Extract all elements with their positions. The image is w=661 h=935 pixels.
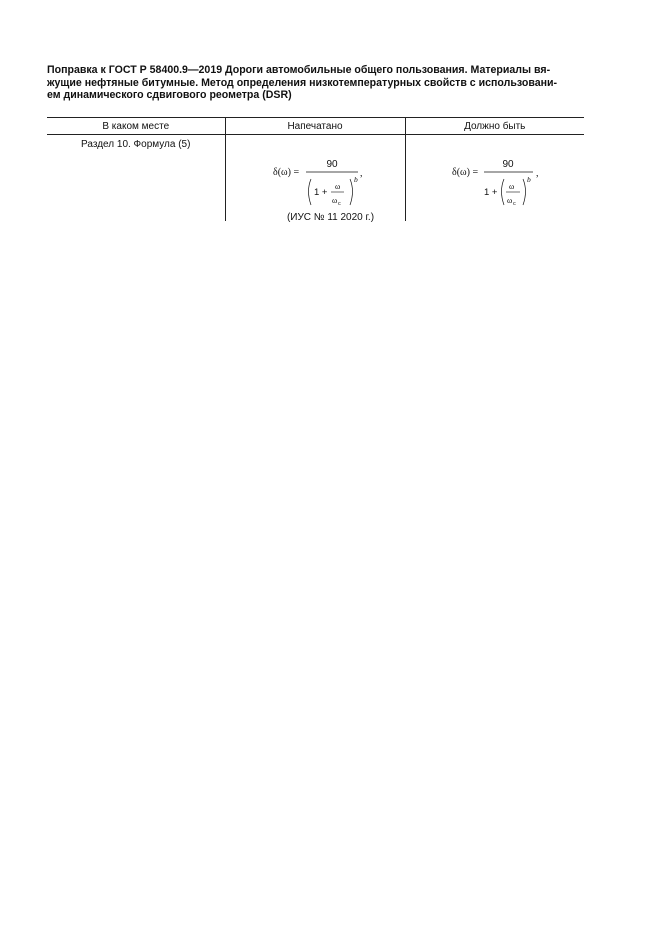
left-paren	[501, 179, 504, 205]
right-paren	[523, 179, 526, 205]
formula-comma: ,	[360, 168, 363, 179]
formula-numerator: 90	[502, 159, 514, 170]
formula-omega-c: ω	[332, 196, 338, 205]
printed-formula	[226, 135, 404, 215]
formula-comma: ,	[535, 168, 539, 179]
table-header-row	[47, 118, 584, 135]
title-line: Поправка к ГОСТ Р 58400.9—2019 Дороги автомобильные общего пользования. Материалы вя-	[47, 64, 551, 76]
formula-exponent: b	[354, 175, 358, 184]
formula-omega-c: ω	[506, 196, 513, 205]
formula-subscript: c	[512, 201, 516, 207]
formula-one-plus: 1 +	[483, 187, 498, 198]
formula-one-plus: 1 +	[314, 187, 328, 198]
header-correct: Должно быть	[405, 118, 584, 135]
cell-printed-formula	[225, 135, 405, 222]
right-paren	[350, 179, 353, 205]
correct-formula	[406, 135, 584, 215]
formula-lhs: δ(ω) =	[273, 167, 300, 178]
formula-omega: ω	[335, 182, 341, 191]
cell-place: Раздел 10. Формула (5)	[81, 139, 191, 150]
cell-correct-formula	[405, 135, 584, 222]
title-line: ем динамического сдвигового реометра (DSR)	[47, 89, 292, 102]
formula-lhs: δ(ω) =	[451, 167, 478, 178]
formula-omega: ω	[508, 182, 515, 191]
header-printed: Напечатано	[225, 118, 405, 135]
table-row	[47, 135, 584, 222]
issue-reference: (ИУС № 11 2020 г.)	[286, 212, 375, 223]
title-line: жущие нефтяные битумные. Метод определения низкотемпературных свойств с использовани-	[47, 76, 558, 89]
formula-numerator: 90	[326, 159, 338, 170]
document-title	[47, 64, 587, 102]
header-place: В каком месте	[47, 118, 225, 135]
correction-table	[47, 117, 584, 221]
left-paren	[309, 179, 312, 205]
formula-subscript: c	[338, 201, 341, 207]
formula-exponent: b	[526, 175, 531, 184]
